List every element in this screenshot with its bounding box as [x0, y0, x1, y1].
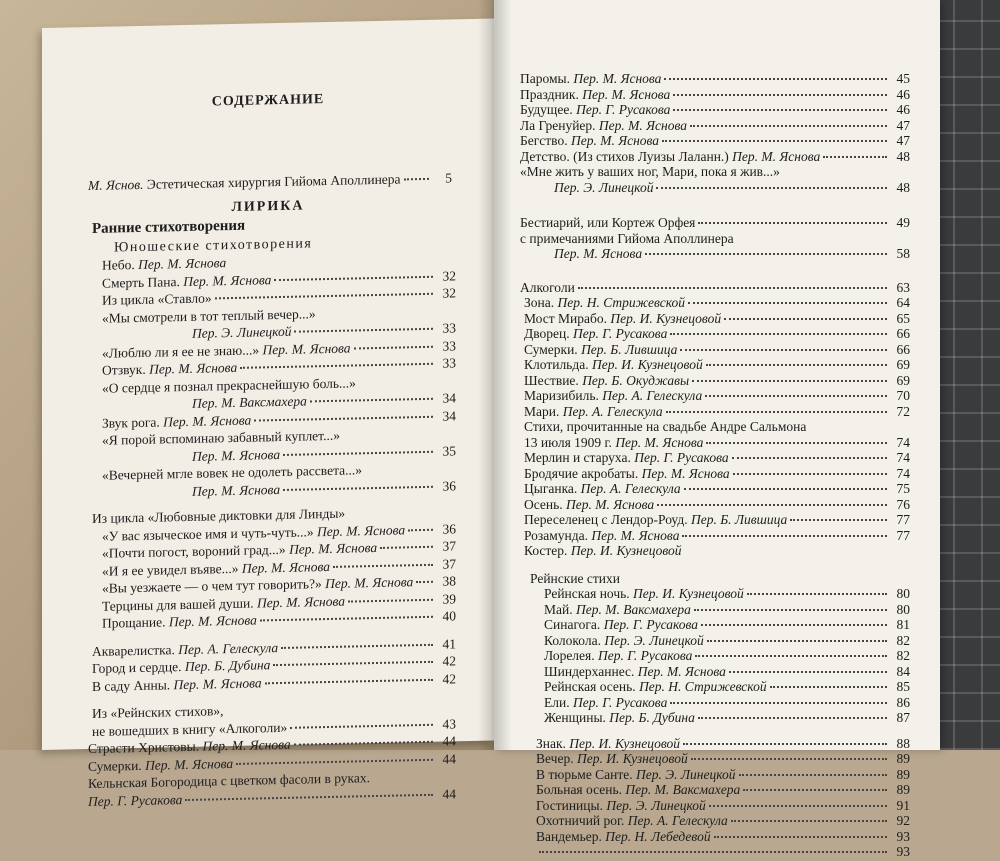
entry-page-number: 75: [890, 480, 910, 498]
entry-title: Ели.: [544, 695, 573, 710]
dot-leader: [274, 275, 433, 280]
dot-leader: [707, 640, 887, 642]
entry-page-number: 76: [890, 496, 910, 514]
entry-translator: Пер. И. Кузнецовой: [569, 736, 680, 751]
entry-translator: Пер. М. Яснова: [615, 435, 703, 450]
entry-title: Алкоголи: [520, 280, 575, 295]
right-page: [494, 0, 940, 750]
entry-title: Бестиарий, или Кортеж Орфея: [520, 215, 695, 230]
entry-page-number: 74: [890, 449, 910, 467]
toc-entry[interactable]: [544, 709, 910, 727]
dot-leader: [690, 125, 887, 127]
dot-leader: [691, 758, 887, 760]
dot-leader: [380, 546, 433, 549]
dot-leader: [215, 293, 433, 300]
entry-title: Синагога.: [544, 617, 604, 632]
entry-page-number: 64: [890, 294, 910, 312]
entry-translator: Пер. Э. Линецкой: [606, 798, 705, 813]
entry-title: Рейнская ночь.: [544, 586, 633, 601]
dot-leader: [539, 851, 887, 853]
entry-translator: Пер. А. Гелескула: [563, 404, 663, 419]
entry-page-number: 69: [890, 356, 910, 374]
entry-translator: Пер. М. Яснова: [192, 482, 280, 499]
entry-page-number: 88: [890, 735, 910, 753]
dot-leader: [645, 253, 887, 255]
entry-title: Звук рога.: [102, 414, 163, 430]
dot-leader: [578, 287, 887, 289]
entry-page-number: 43: [436, 715, 456, 733]
dot-leader: [310, 398, 433, 403]
dot-leader: [743, 789, 887, 791]
entry-translator: Пер. А. Гелескула: [581, 481, 681, 496]
entry-page-number: 44: [436, 732, 456, 750]
entry-title: не вошедших в книгу «Алкоголи»: [92, 719, 287, 738]
entry-title: Вечер.: [536, 751, 577, 766]
entry-page-number: 42: [436, 670, 456, 688]
entry-translator: Пер. Г. Русакова: [573, 695, 667, 710]
entry-title: Розамунда.: [524, 528, 591, 543]
dot-leader: [698, 717, 887, 719]
intro-text: Эстетическая хирургия Гийома Аполлинера: [147, 171, 401, 191]
entry-page-number: 44: [436, 785, 456, 803]
entry-title: Прощание.: [102, 614, 169, 630]
entry-translator: Пер. М. Яснова: [257, 593, 345, 610]
entry-translator: Пер. Б. Лившица: [691, 512, 787, 527]
dot-leader: [265, 678, 433, 684]
entry-title: Женщины.: [544, 710, 609, 725]
entry-translator: Пер. М. Яснова: [192, 447, 280, 464]
entry-translator: Пер. М. Яснова: [138, 255, 226, 272]
dot-leader: [662, 140, 887, 142]
dot-leader: [656, 187, 887, 189]
entry-title: Смерть Пана.: [102, 274, 183, 291]
entry-title: «Мы смотрели в тот теплый вечер...»: [102, 306, 316, 325]
entry-translator: Пер. М. Яснова: [571, 133, 659, 148]
entry-page-number: 49: [890, 214, 910, 232]
dot-leader: [354, 345, 433, 349]
entry-translator: Пер. М. Яснова: [599, 118, 687, 133]
toc-entry[interactable]: [524, 542, 910, 560]
entry-page-number: 82: [890, 647, 910, 665]
entry-title: Больная осень.: [536, 782, 625, 797]
dot-leader: [698, 222, 887, 224]
entry-title: Будущее.: [520, 102, 576, 117]
entry-page-number: 89: [890, 766, 910, 784]
entry-page-number: 33: [436, 354, 456, 372]
dot-leader: [185, 793, 433, 800]
entry-title: Кельнская Богородица с цветком фасоли в руках.: [88, 770, 370, 791]
entry-title: 13 июля 1909 г.: [524, 435, 615, 450]
entry-page-number: 37: [436, 555, 456, 573]
entry-title: Мари.: [524, 404, 563, 419]
intro-author: М. Яснов.: [88, 177, 144, 193]
entry-translator: Пер. А. Гелескула: [602, 388, 702, 403]
dot-leader: [682, 535, 887, 537]
entry-page-number: 93: [890, 828, 910, 846]
entry-title: Ла Гренуйер.: [520, 118, 599, 133]
entry-title: Зона.: [524, 295, 557, 310]
dot-leader: [770, 686, 887, 688]
entry-title: «И я ее увидел въяве...»: [102, 560, 242, 578]
entry-translator: Пер. Э. Линецкой: [554, 180, 653, 195]
entry-page-number: 35: [436, 442, 456, 460]
entry-page-number: 74: [890, 434, 910, 452]
entry-page-number: 34: [436, 389, 456, 407]
entry-translator: Пер. М. Яснова: [262, 340, 350, 357]
entry-page-number: 37: [436, 537, 456, 555]
entry-translator: Пер. И. Кузнецовой: [571, 543, 682, 558]
dot-leader: [706, 364, 887, 366]
entry-translator: Пер. Н. Стрижевской: [639, 679, 767, 694]
entry-page-number: 63: [890, 279, 910, 297]
entry-title: «Я порой вспоминаю забавный куплет...»: [102, 428, 340, 448]
entry-title: Дворец.: [524, 326, 573, 341]
dot-leader: [657, 504, 887, 506]
entry-translator: Пер. М. Яснова: [289, 540, 377, 557]
entry-title: Шиндерханнес.: [544, 664, 638, 679]
entry-title: Из цикла «Любовные диктовки для Линды»: [92, 506, 345, 526]
entry-title: Охотничий рог.: [536, 813, 628, 828]
entry-translator: Пер. М. Яснова: [325, 574, 413, 591]
page-title: СОДЕРЖАНИЕ: [42, 89, 494, 114]
entry-title: Терцины для вашей души.: [102, 595, 257, 613]
entry-title: Стихи, прочитанные на свадьбе Андре Сальмона: [524, 419, 806, 434]
entry-page-number: 33: [436, 337, 456, 355]
entry-title: Маризибиль.: [524, 388, 602, 403]
entry-page-number: 74: [890, 465, 910, 483]
intro-page: 5: [432, 169, 452, 187]
entry-title: Рейнская осень.: [544, 679, 639, 694]
entry-title: Из цикла «Ставло»: [102, 290, 212, 307]
dot-leader: [283, 450, 433, 455]
entry-title: Бродячие акробаты.: [524, 466, 642, 481]
entry-translator: Пер. И. Кузнецовой: [610, 311, 721, 326]
entry-page-number: 48: [890, 148, 910, 166]
entry-translator: Пер. М. Ваксмахера: [192, 393, 307, 410]
entry-translator: Пер. М. Яснова: [642, 466, 730, 481]
entry-page-number: 46: [890, 101, 910, 119]
entry-title: «Вечерней мгле вовек не одолеть рассвета...»: [102, 462, 362, 482]
toc-entry[interactable]: [536, 843, 910, 861]
entry-page-number: 87: [890, 709, 910, 727]
dot-leader: [254, 415, 433, 421]
dot-leader: [290, 723, 433, 728]
dot-leader: [688, 302, 887, 304]
dot-leader: [333, 563, 433, 567]
entry-title: Мост Мирабо.: [524, 311, 610, 326]
entry-translator: Пер. И. Кузнецовой: [633, 586, 744, 601]
entry-page-number: 77: [890, 527, 910, 545]
entry-page-number: 42: [436, 652, 456, 670]
dot-leader: [670, 702, 887, 704]
left-page-content: [42, 19, 494, 750]
dot-leader: [236, 758, 433, 764]
entry-page-number: 36: [436, 520, 456, 538]
dot-leader: [416, 581, 433, 583]
entry-translator: Пер. Г. Русакова: [598, 648, 692, 663]
entry-title: «О сердце я познал прекраснейшую боль...»: [102, 375, 356, 395]
entry-page-number: 66: [890, 341, 910, 359]
entry-title: «Почти погост, вороний град...»: [102, 542, 289, 561]
entry-page-number: 46: [890, 86, 910, 104]
entry-page-number: 45: [890, 70, 910, 88]
dot-leader: [684, 488, 887, 490]
entry-title: «Мне жить у ваших ног, Мари, пока я жив...»: [520, 164, 780, 179]
entry-title: с примечаниями Гийома Аполлинера: [520, 231, 734, 246]
entry-translator: Пер. М. Яснова: [732, 149, 820, 164]
entry-title: Вандемьер.: [536, 829, 605, 844]
entry-page-number: 48: [890, 179, 910, 197]
entry-translator: Пер. М. Яснова: [591, 528, 679, 543]
entry-title: «Вы уезжаете — о чем тут говорить?»: [102, 576, 325, 596]
entry-page-number: 93: [890, 843, 910, 861]
entry-title: Переселенец с Лендор-Роуд.: [524, 512, 691, 527]
entry-title: Костер.: [524, 543, 571, 558]
right-page-content: [494, 0, 940, 750]
entry-title: Осень.: [524, 497, 566, 512]
dot-leader: [732, 457, 887, 459]
dot-leader: [714, 836, 887, 838]
entry-translator: Пер. М. Яснова: [582, 87, 670, 102]
entry-title: Из «Рейнских стихов»,: [92, 703, 223, 721]
dot-leader: [692, 380, 887, 382]
dot-leader: [706, 442, 887, 444]
entry-translator: Пер. Э. Линецкой: [636, 767, 735, 782]
entry-page-number: 47: [890, 132, 910, 150]
entry-translator: Пер. М. Яснова: [149, 360, 237, 377]
entry-title: Колокола.: [544, 633, 604, 648]
dot-leader: [294, 328, 433, 333]
entry-translator: Пер. И. Кузнецовой: [592, 357, 703, 372]
entry-page-number: 66: [890, 325, 910, 343]
entry-title: «Люблю ли я ее не знаю...»: [102, 342, 262, 360]
dot-leader: [680, 349, 887, 351]
entry-translator: Пер. Г. Русакова: [573, 326, 667, 341]
entry-title: Страсти Христовы.: [88, 739, 203, 756]
entry-title: Мерлин и старуха.: [524, 450, 634, 465]
dot-leader: [739, 774, 887, 776]
toc-entry[interactable]: [554, 245, 910, 263]
entry-title: Детство. (Из стихов Луизы Лаланн.): [520, 149, 732, 164]
entry-page-number: 92: [890, 812, 910, 830]
entry-translator: Пер. Б. Лившица: [581, 342, 677, 357]
entry-title: Бегство.: [520, 133, 571, 148]
entry-page-number: 86: [890, 694, 910, 712]
entry-translator: Пер. М. Яснова: [203, 737, 291, 754]
entry-page-number: 47: [890, 117, 910, 135]
subsection-heading: Ранние стихотворения: [92, 218, 245, 238]
entry-translator: Пер. М. Яснова: [169, 612, 257, 629]
entry-title: Май.: [544, 602, 576, 617]
entry-translator: Пер. М. Яснова: [163, 412, 251, 429]
section-heading: ЛИРИКА: [42, 195, 494, 220]
entry-title: Акварелистка.: [92, 642, 178, 659]
dot-leader: [729, 671, 887, 673]
dot-leader: [705, 395, 887, 397]
dot-leader: [823, 156, 887, 158]
entry-title: Рейнские стихи: [530, 571, 620, 586]
dot-leader: [694, 609, 887, 611]
entry-page-number: 41: [436, 635, 456, 653]
dot-leader: [283, 485, 433, 490]
entry-title: Отзвук.: [102, 362, 149, 378]
entry-translator: Пер. М. Яснова: [242, 558, 330, 575]
entry-page-number: 84: [890, 663, 910, 681]
dot-leader: [724, 318, 887, 320]
entry-translator: Пер. М. Яснова: [573, 71, 661, 86]
dot-leader: [273, 661, 433, 666]
entry-title: Город и сердце.: [92, 659, 185, 676]
dot-leader: [673, 109, 887, 111]
entry-page-number: 32: [436, 284, 456, 302]
entry-translator: Пер. М. Ваксмахера: [576, 602, 691, 617]
entry-translator: Пер. Э. Линецкой: [192, 324, 291, 341]
entry-translator: Пер. М. Яснова: [174, 675, 262, 692]
dot-leader: [281, 643, 433, 648]
dot-leader: [348, 598, 433, 602]
entry-page-number: 85: [890, 678, 910, 696]
entry-title: Сумерки.: [88, 757, 145, 773]
entry-translator: Пер. М. Яснова: [145, 755, 233, 772]
dot-leader: [294, 741, 433, 746]
entry-page-number: 80: [890, 601, 910, 619]
entry-translator: Пер. Н. Стрижевской: [557, 295, 685, 310]
entry-page-number: 44: [436, 750, 456, 768]
entry-page-number: 69: [890, 372, 910, 390]
entry-title: Сумерки.: [524, 342, 581, 357]
entry-translator: Пер. Э. Линецкой: [604, 633, 703, 648]
entry-page-number: 89: [890, 781, 910, 799]
dot-leader: [790, 519, 887, 521]
entry-page-number: 32: [436, 267, 456, 285]
entry-translator: Пер. М. Яснова: [317, 522, 405, 539]
entry-translator: Пер. М. Яснова: [554, 246, 642, 261]
entry-translator: Пер. М. Яснова: [566, 497, 654, 512]
entry-page-number: 58: [890, 245, 910, 263]
entry-title: Клотильда.: [524, 357, 592, 372]
entry-page-number: 33: [436, 319, 456, 337]
entry-page-number: 82: [890, 632, 910, 650]
dot-leader: [240, 363, 433, 369]
entry-translator: Пер. М. Ваксмахера: [625, 782, 740, 797]
dot-leader: [701, 624, 887, 626]
entry-translator: Пер. Н. Лебедевой: [605, 829, 710, 844]
entry-title: Знак.: [536, 736, 569, 751]
dot-leader: [731, 820, 887, 822]
dot-leader: [695, 655, 887, 657]
entry-translator: Пер. Б. Дубина: [609, 710, 695, 725]
dot-leader: [733, 473, 887, 475]
dot-leader: [683, 743, 887, 745]
dot-leader: [709, 805, 887, 807]
entry-title: Шествие.: [524, 373, 582, 388]
entry-translator: Пер. Г. Русакова: [88, 792, 182, 809]
entry-page-number: 39: [436, 590, 456, 608]
dot-leader: [260, 616, 433, 622]
entry-title: В тюрьме Санте.: [536, 767, 636, 782]
entry-translator: Пер. Г. Русакова: [576, 102, 670, 117]
entry-translator: Пер. Б. Окуджавы: [582, 373, 689, 388]
entry-page-number: 81: [890, 616, 910, 634]
entry-title: Гостиницы.: [536, 798, 606, 813]
entry-page-number: 34: [436, 407, 456, 425]
dot-leader: [666, 411, 887, 413]
entry-title: «У вас языческое имя и чуть-чуть...»: [102, 524, 317, 544]
entry-translator: Пер. А. Гелескула: [178, 640, 278, 657]
entry-translator: Пер. А. Гелескула: [628, 813, 728, 828]
entry-page-number: 36: [436, 477, 456, 495]
toc-entry[interactable]: [554, 179, 910, 197]
entry-translator: Пер. Г. Русакова: [604, 617, 698, 632]
entry-page-number: 70: [890, 387, 910, 405]
entry-page-number: 72: [890, 403, 910, 421]
entry-page-number: 38: [436, 572, 456, 590]
dot-leader: [747, 593, 887, 595]
dot-leader: [670, 333, 887, 335]
entry-translator: Пер. М. Яснова: [183, 272, 271, 289]
entry-page-number: 40: [436, 607, 456, 625]
entry-title: Цыганка.: [524, 481, 581, 496]
entry-page-number: 91: [890, 797, 910, 815]
entry-page-number: 80: [890, 585, 910, 603]
entry-translator: Пер. М. Яснова: [638, 664, 726, 679]
entry-translator: Пер. Г. Русакова: [634, 450, 728, 465]
entry-title: Лорелея.: [544, 648, 598, 663]
entry-page-number: 65: [890, 310, 910, 328]
entry-title: Праздник.: [520, 87, 582, 102]
dot-leader: [408, 528, 433, 531]
entry-title: Паромы.: [520, 71, 573, 86]
entry-title: Небо.: [102, 257, 138, 273]
entry-page-number: 89: [890, 750, 910, 768]
dot-leader: [664, 78, 887, 80]
group-heading: Юношеские стихотворения: [114, 236, 312, 256]
entry-title: В саду Анны.: [92, 677, 174, 694]
entry-translator: Пер. И. Кузнецовой: [577, 751, 688, 766]
entry-translator: Пер. Б. Дубина: [185, 657, 271, 674]
dot-leader: [673, 94, 887, 96]
left-page: [42, 19, 494, 750]
entry-page-number: 77: [890, 511, 910, 529]
intro-entry[interactable]: [88, 169, 452, 195]
